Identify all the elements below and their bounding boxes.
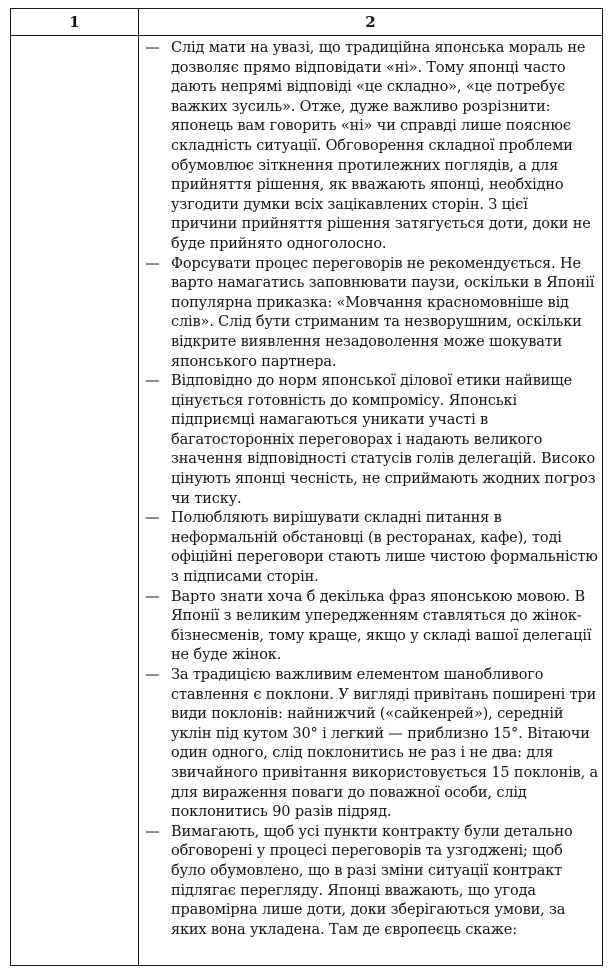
dash-bullet: — bbox=[145, 588, 160, 605]
list-item bbox=[145, 666, 598, 823]
item-text: Полюбляють вирішувати складні питання в неформальній обстановці (в ресторанах, кафе), тоді офіційні переговори стають лише чистою формальністю з підписами сторін. bbox=[171, 510, 598, 586]
list-item bbox=[145, 823, 598, 941]
list-item bbox=[145, 509, 598, 587]
dash-bullet: — bbox=[145, 40, 160, 56]
content-table bbox=[10, 8, 603, 966]
dash-bullet: — bbox=[145, 373, 160, 390]
header-row bbox=[11, 9, 603, 36]
dash-bullet: — bbox=[145, 823, 160, 840]
left-column-cell bbox=[11, 36, 139, 966]
dash-bullet: — bbox=[145, 667, 160, 683]
item-text: Варто знати хоча б декілька фраз японською мовою. В Японії з великим упередженням ставляться до жінок-бізнесменів, тому краще, якщо у складі вашої делегації не буде жінок. bbox=[171, 588, 592, 664]
item-text: Форсувати процес переговорів не рекомендується. Не варто намагатись заповнювати паузи, оскільки в Японії популярна приказка: «Мовчання красномовніше від слів». Слід бути стриманим та незворушним, оскільки відкрите виявлення незадоволення може шокувати японського партнера. bbox=[171, 255, 595, 370]
list-item bbox=[145, 372, 598, 509]
document-page bbox=[10, 8, 602, 966]
list-item bbox=[145, 588, 598, 666]
list-item bbox=[145, 39, 598, 255]
body-row bbox=[11, 36, 603, 966]
column-header-1: 1 bbox=[11, 9, 139, 36]
item-text: Слід мати на увазі, що традиційна японська мораль не дозволяє прямо відповідати «ні». Тому японці часто дають непрямі відповіді «це складно», «це потребує важких зусиль». Отже, дуже важливо розрізнити: японець вам говорить «ні» чи справді лише пояснює складність ситуації. Обговорення складної проблеми обумовлює зіткнення протилежних поглядів, а для прийняття рішення, як вважають японці, необхідно узгодити думки всіх зацікавлених сторін. З цієї причини прийняття рішення затягується доти, доки не буде прийнято одноголосно. bbox=[171, 40, 591, 252]
column-header-2: 2 bbox=[139, 9, 603, 36]
item-text: Відповідно до норм японської ділової етики найвище цінується готовність до компромісу. Японські підприємці намагаються уникати участі в багатосторонніх переговорах і надають великого значення відповідності статусів голів делегацій. Високо цінують японці чесність, не сприймають жодних погроз чи тиску. bbox=[171, 373, 596, 507]
list-item bbox=[145, 255, 598, 373]
item-text: Вимагають, щоб усі пункти контракту були детально обговорені у процесі переговорів та узгоджені; щоб було обумовлено, що в разі зміни ситуації контракт підлягає перегляду. Японці вважають, що угода правомірна лише доти, доки зберігаються умови, за яких вона укладена. Там де європеєць скаже: bbox=[171, 823, 573, 938]
right-column-cell bbox=[139, 36, 603, 966]
dash-bullet: — bbox=[145, 255, 160, 272]
dash-bullet: — bbox=[145, 510, 160, 527]
item-text: За традицією важливим елементом шанобливого ставлення є поклони. У вигляді привітань поширені три види поклонів: найнижчий («сайкенрей»), середній уклін під кутом 30° і легкий — приблизно 15°. Вітаючи один одного, слід поклонитись не раз і не два: для звичайного привітання використовується 15 поклонів, а для вираження поваги до поважної особи, слід поклонитись 90 разів підряд. bbox=[171, 667, 599, 821]
